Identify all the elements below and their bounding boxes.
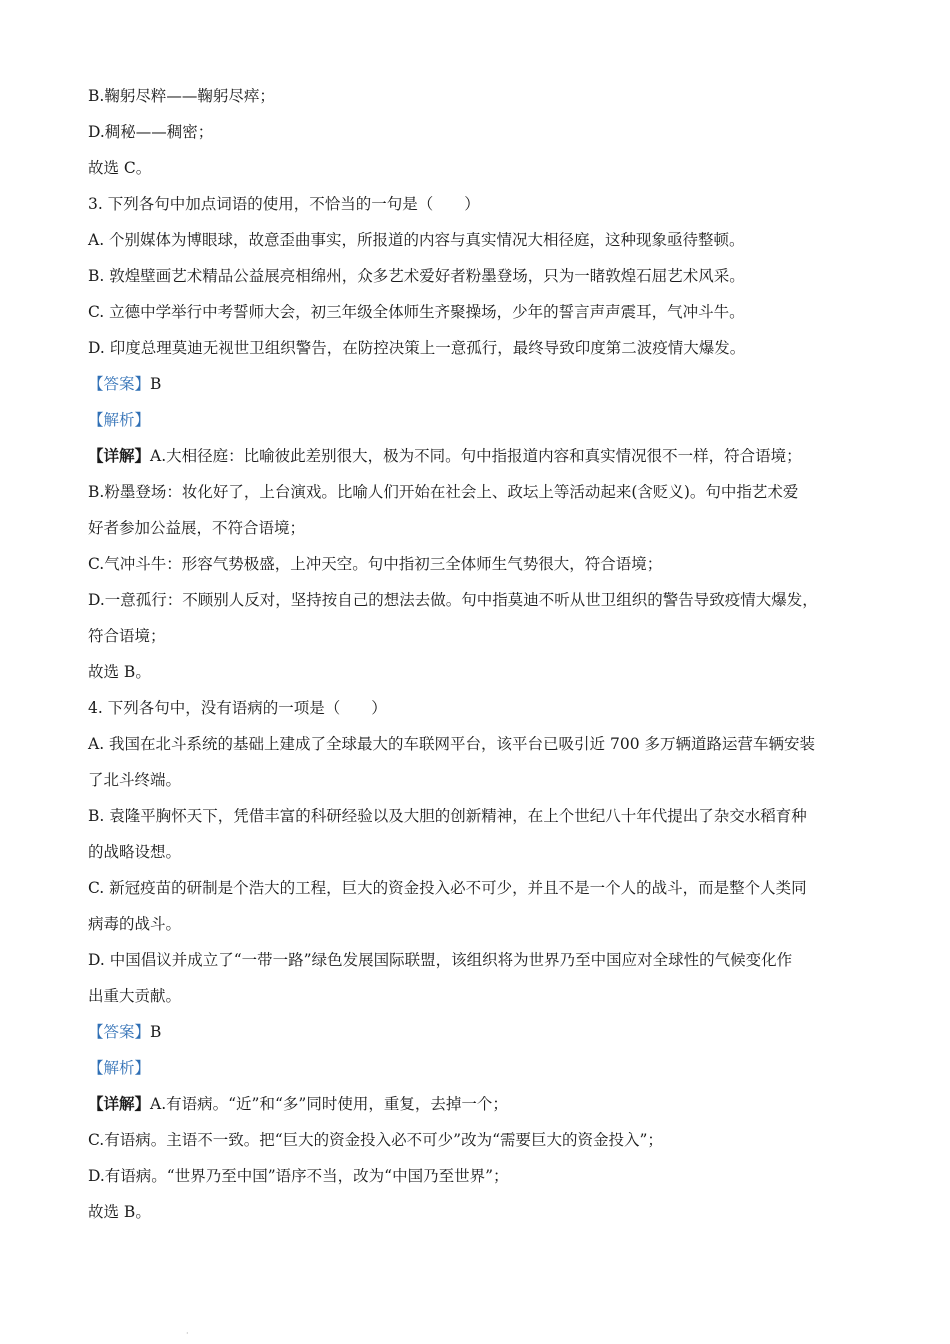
document-page — [88, 78, 868, 1230]
text-line: D.一意孤行：不顾别人反对，坚持按自己的想法去做。句中指莫迪不听从世卫组织的警告导致疫情大爆发， — [88, 591, 818, 609]
text-line: 故选 B。 — [88, 1203, 151, 1221]
detail-tag: 【详解】 — [88, 446, 151, 465]
question-3-option-a: A. 个别媒体为博眼球，故意歪曲事实，所报道的内容与真实情况大相径庭，这种现象亟待整顿。 — [88, 231, 745, 249]
answer-tag: 【答案】 — [88, 1023, 151, 1041]
question-4-stem: 4. 下列各句中，没有语病的一项是（ ） — [88, 699, 387, 717]
analysis-line — [88, 1050, 868, 1086]
analysis-tag: 【解析】 — [88, 1059, 151, 1077]
answer-line — [88, 366, 868, 402]
text-line: C.气冲斗牛：形容气势极盛，上冲天空。句中指初三全体师生气势很大，符合语境； — [88, 555, 663, 573]
text-line: D.稠秘——稠密； — [88, 123, 214, 141]
question-4-option-c: C. 新冠疫苗的研制是个浩大的工程，巨大的资金投入必不可少，并且不是一个人的战斗，而是整个人类同 — [88, 879, 807, 897]
answer-value: B — [150, 375, 162, 393]
text-line: 符合语境； — [88, 627, 166, 645]
text-line: 故选 B。 — [88, 663, 151, 681]
text-line: B.鞠躬尽粹——鞠躬尽瘁； — [88, 87, 275, 105]
answer-line — [88, 1014, 868, 1050]
question-3-option-d: D. 印度总理莫迪无视世卫组织警告，在防控决策上一意孤行，最终导致印度第二波疫情大爆发。 — [88, 339, 746, 357]
text-line: 的战略设想。 — [88, 843, 182, 861]
question-4-option-d: D. 中国倡议并成立了“一带一路”绿色发展国际联盟，该组织将为世界乃至中国应对全球性的气候变化作 — [88, 951, 793, 969]
question-4-option-a: A. 我国在北斗系统的基础上建成了全球最大的车联网平台，该平台已吸引近 700 多万辆道路运营车辆安装 — [88, 735, 815, 753]
analysis-tag: 【解析】 — [88, 411, 151, 429]
text-line: D.有语病。“世界乃至中国”语序不当，改为“中国乃至世界”； — [88, 1167, 509, 1185]
question-4-option-b: B. 袁隆平胸怀天下，凭借丰富的科研经验以及大胆的创新精神，在上个世纪八十年代提出了杂交水稻育种 — [88, 807, 807, 825]
question-3-stem: 3. 下列各句中加点词语的使用，不恰当的一句是（ ） — [88, 195, 480, 213]
text-line: 出重大贡献。 — [88, 987, 182, 1005]
detail-line: 【详解】A.大相径庭：比喻彼此差别很大，极为不同。句中指报道内容和真实情况很不一样，符合语境； — [88, 446, 802, 465]
answer-tag: 【答案】 — [88, 375, 151, 393]
text-line: 了北斗终端。 — [88, 771, 182, 789]
footer-mark: · — [186, 1329, 189, 1338]
text-line: C.有语病。主语不一致。把“巨大的资金投入必不可少”改为“需要巨大的资金投入”； — [88, 1131, 663, 1149]
text-line: 病毒的战斗。 — [88, 915, 182, 933]
detail-line: 【详解】A.有语病。“近”和“多”同时使用，重复，去掉一个； — [88, 1094, 508, 1113]
text-line: 好者参加公益展，不符合语境； — [88, 519, 306, 537]
text-line: B.粉墨登场：妆化好了，上台演戏。比喻人们开始在社会上、政坛上等活动起来(含贬义)。句中指艺术爱 — [88, 483, 799, 501]
question-3-option-c: C. 立德中学举行中考誓师大会，初三年级全体师生齐聚操场，少年的誓言声声震耳，气冲斗牛。 — [88, 303, 745, 321]
detail-tag: 【详解】 — [88, 1094, 151, 1113]
text-line: 故选 C。 — [88, 159, 152, 177]
question-3-option-b: B. 敦煌壁画艺术精品公益展亮相绵州，众多艺术爱好者粉墨登场，只为一睹敦煌石屈艺术风采。 — [88, 267, 745, 285]
answer-value: B — [150, 1023, 162, 1041]
analysis-line — [88, 402, 868, 438]
